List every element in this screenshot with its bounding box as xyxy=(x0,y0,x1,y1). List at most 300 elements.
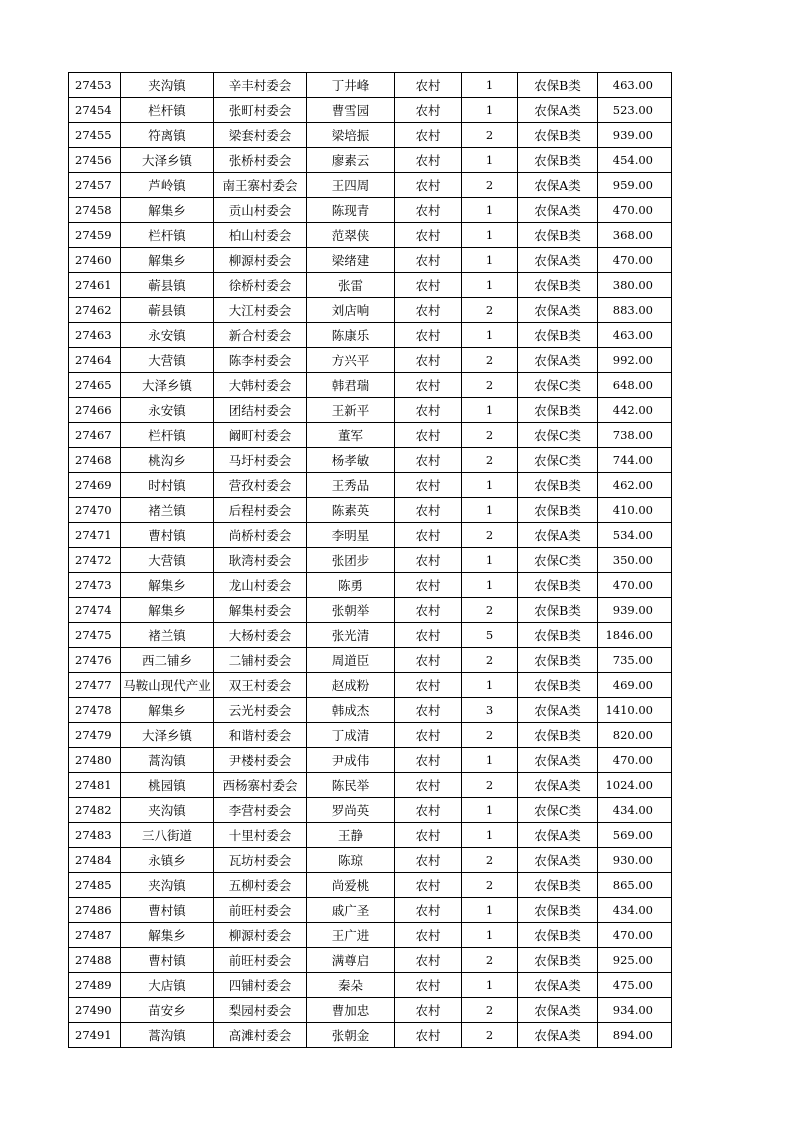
cell-insurance-category: 农保B类 xyxy=(518,573,598,598)
cell-village-committee: 解集村委会 xyxy=(214,598,307,623)
cell-household-type: 农村 xyxy=(395,873,462,898)
cell-township: 蒿沟镇 xyxy=(121,1023,214,1048)
cell-record-id: 27469 xyxy=(69,473,121,498)
cell-township: 夹沟镇 xyxy=(121,873,214,898)
cell-insurance-category: 农保A类 xyxy=(518,523,598,548)
cell-amount: 470.00 xyxy=(598,573,672,598)
cell-amount: 462.00 xyxy=(598,473,672,498)
cell-insurance-category: 农保B类 xyxy=(518,673,598,698)
cell-village-committee: 后程村委会 xyxy=(214,498,307,523)
cell-household-type: 农村 xyxy=(395,223,462,248)
cell-insurance-category: 农保B类 xyxy=(518,948,598,973)
cell-member-count: 2 xyxy=(462,173,518,198)
cell-person-name: 王秀品 xyxy=(307,473,395,498)
table-row xyxy=(69,448,672,473)
cell-village-committee: 前旺村委会 xyxy=(214,948,307,973)
cell-village-committee: 柳源村委会 xyxy=(214,248,307,273)
table-row xyxy=(69,548,672,573)
cell-household-type: 农村 xyxy=(395,723,462,748)
cell-member-count: 1 xyxy=(462,898,518,923)
cell-insurance-category: 农保A类 xyxy=(518,198,598,223)
cell-amount: 368.00 xyxy=(598,223,672,248)
cell-township: 大营镇 xyxy=(121,348,214,373)
cell-township: 曹村镇 xyxy=(121,948,214,973)
cell-record-id: 27488 xyxy=(69,948,121,973)
cell-amount: 410.00 xyxy=(598,498,672,523)
cell-record-id: 27476 xyxy=(69,648,121,673)
cell-village-committee: 大江村委会 xyxy=(214,298,307,323)
cell-person-name: 廖素云 xyxy=(307,148,395,173)
cell-record-id: 27472 xyxy=(69,548,121,573)
cell-amount: 744.00 xyxy=(598,448,672,473)
cell-amount: 470.00 xyxy=(598,748,672,773)
cell-insurance-category: 农保B类 xyxy=(518,598,598,623)
cell-township: 解集乡 xyxy=(121,198,214,223)
cell-household-type: 农村 xyxy=(395,423,462,448)
cell-member-count: 2 xyxy=(462,373,518,398)
cell-village-committee: 尚桥村委会 xyxy=(214,523,307,548)
cell-insurance-category: 农保C类 xyxy=(518,423,598,448)
cell-household-type: 农村 xyxy=(395,673,462,698)
cell-insurance-category: 农保B类 xyxy=(518,623,598,648)
cell-person-name: 梁培振 xyxy=(307,123,395,148)
cell-township: 大店镇 xyxy=(121,973,214,998)
cell-household-type: 农村 xyxy=(395,1023,462,1048)
cell-township: 蒿沟镇 xyxy=(121,748,214,773)
table-row xyxy=(69,523,672,548)
cell-person-name: 秦朵 xyxy=(307,973,395,998)
table-row xyxy=(69,423,672,448)
cell-person-name: 方兴平 xyxy=(307,348,395,373)
cell-member-count: 1 xyxy=(462,923,518,948)
cell-insurance-category: 农保B类 xyxy=(518,123,598,148)
cell-member-count: 1 xyxy=(462,973,518,998)
table-row xyxy=(69,598,672,623)
cell-household-type: 农村 xyxy=(395,973,462,998)
table-row xyxy=(69,473,672,498)
table-row xyxy=(69,173,672,198)
cell-record-id: 27466 xyxy=(69,398,121,423)
cell-township: 永镇乡 xyxy=(121,848,214,873)
table-row xyxy=(69,248,672,273)
table-row xyxy=(69,973,672,998)
cell-household-type: 农村 xyxy=(395,323,462,348)
cell-member-count: 2 xyxy=(462,723,518,748)
cell-village-committee: 五柳村委会 xyxy=(214,873,307,898)
cell-record-id: 27485 xyxy=(69,873,121,898)
cell-member-count: 2 xyxy=(462,423,518,448)
cell-person-name: 赵成粉 xyxy=(307,673,395,698)
cell-amount: 934.00 xyxy=(598,998,672,1023)
cell-household-type: 农村 xyxy=(395,248,462,273)
cell-village-committee: 李营村委会 xyxy=(214,798,307,823)
cell-record-id: 27490 xyxy=(69,998,121,1023)
cell-amount: 475.00 xyxy=(598,973,672,998)
cell-household-type: 农村 xyxy=(395,773,462,798)
cell-amount: 463.00 xyxy=(598,323,672,348)
cell-member-count: 2 xyxy=(462,873,518,898)
cell-amount: 469.00 xyxy=(598,673,672,698)
table-row xyxy=(69,898,672,923)
cell-village-committee: 大韩村委会 xyxy=(214,373,307,398)
cell-village-committee: 龙山村委会 xyxy=(214,573,307,598)
cell-amount: 894.00 xyxy=(598,1023,672,1048)
cell-person-name: 曹雪园 xyxy=(307,98,395,123)
cell-insurance-category: 农保A类 xyxy=(518,98,598,123)
cell-person-name: 王四周 xyxy=(307,173,395,198)
cell-township: 解集乡 xyxy=(121,698,214,723)
cell-record-id: 27483 xyxy=(69,823,121,848)
cell-household-type: 农村 xyxy=(395,298,462,323)
cell-person-name: 丁井峰 xyxy=(307,73,395,98)
cell-township: 栏杆镇 xyxy=(121,98,214,123)
cell-amount: 569.00 xyxy=(598,823,672,848)
cell-township: 褚兰镇 xyxy=(121,498,214,523)
cell-amount: 939.00 xyxy=(598,123,672,148)
cell-insurance-category: 农保A类 xyxy=(518,748,598,773)
table-row xyxy=(69,923,672,948)
cell-member-count: 2 xyxy=(462,348,518,373)
table-row xyxy=(69,798,672,823)
cell-member-count: 1 xyxy=(462,148,518,173)
cell-person-name: 梁绪建 xyxy=(307,248,395,273)
cell-member-count: 1 xyxy=(462,198,518,223)
cell-village-committee: 西杨寨村委会 xyxy=(214,773,307,798)
cell-village-committee: 梁套村委会 xyxy=(214,123,307,148)
cell-member-count: 1 xyxy=(462,573,518,598)
cell-township: 栏杆镇 xyxy=(121,223,214,248)
table-row xyxy=(69,773,672,798)
cell-person-name: 尹成伟 xyxy=(307,748,395,773)
table-row xyxy=(69,198,672,223)
cell-amount: 1024.00 xyxy=(598,773,672,798)
cell-township: 大营镇 xyxy=(121,548,214,573)
cell-record-id: 27477 xyxy=(69,673,121,698)
table-row xyxy=(69,998,672,1023)
cell-village-committee: 徐桥村委会 xyxy=(214,273,307,298)
cell-record-id: 27467 xyxy=(69,423,121,448)
cell-township: 西二铺乡 xyxy=(121,648,214,673)
cell-amount: 523.00 xyxy=(598,98,672,123)
cell-insurance-category: 农保A类 xyxy=(518,773,598,798)
cell-township: 曹村镇 xyxy=(121,523,214,548)
cell-amount: 434.00 xyxy=(598,798,672,823)
cell-amount: 865.00 xyxy=(598,873,672,898)
cell-township: 蕲县镇 xyxy=(121,298,214,323)
table-row xyxy=(69,373,672,398)
cell-insurance-category: 农保A类 xyxy=(518,698,598,723)
cell-person-name: 韩成杰 xyxy=(307,698,395,723)
cell-household-type: 农村 xyxy=(395,598,462,623)
cell-township: 芦岭镇 xyxy=(121,173,214,198)
cell-township: 解集乡 xyxy=(121,248,214,273)
cell-insurance-category: 农保B类 xyxy=(518,498,598,523)
cell-insurance-category: 农保B类 xyxy=(518,923,598,948)
cell-person-name: 张朝举 xyxy=(307,598,395,623)
cell-person-name: 曹加忠 xyxy=(307,998,395,1023)
cell-record-id: 27462 xyxy=(69,298,121,323)
cell-record-id: 27474 xyxy=(69,598,121,623)
cell-record-id: 27457 xyxy=(69,173,121,198)
cell-insurance-category: 农保A类 xyxy=(518,348,598,373)
cell-household-type: 农村 xyxy=(395,123,462,148)
cell-person-name: 王广进 xyxy=(307,923,395,948)
cell-household-type: 农村 xyxy=(395,573,462,598)
cell-amount: 442.00 xyxy=(598,398,672,423)
cell-record-id: 27465 xyxy=(69,373,121,398)
cell-household-type: 农村 xyxy=(395,73,462,98)
cell-household-type: 农村 xyxy=(395,498,462,523)
cell-village-committee: 双王村委会 xyxy=(214,673,307,698)
cell-insurance-category: 农保C类 xyxy=(518,548,598,573)
cell-village-committee: 高滩村委会 xyxy=(214,1023,307,1048)
cell-household-type: 农村 xyxy=(395,648,462,673)
table-row xyxy=(69,273,672,298)
cell-village-committee: 云光村委会 xyxy=(214,698,307,723)
cell-insurance-category: 农保B类 xyxy=(518,323,598,348)
cell-village-committee: 马圩村委会 xyxy=(214,448,307,473)
cell-village-committee: 大杨村委会 xyxy=(214,623,307,648)
cell-village-committee: 阚町村委会 xyxy=(214,423,307,448)
cell-amount: 470.00 xyxy=(598,248,672,273)
cell-village-committee: 耿湾村委会 xyxy=(214,548,307,573)
table-row xyxy=(69,498,672,523)
cell-village-committee: 二铺村委会 xyxy=(214,648,307,673)
table-row xyxy=(69,648,672,673)
cell-person-name: 王新平 xyxy=(307,398,395,423)
cell-person-name: 杨孝敏 xyxy=(307,448,395,473)
cell-person-name: 丁成清 xyxy=(307,723,395,748)
cell-insurance-category: 农保B类 xyxy=(518,723,598,748)
cell-township: 夹沟镇 xyxy=(121,73,214,98)
table-row xyxy=(69,823,672,848)
cell-record-id: 27489 xyxy=(69,973,121,998)
table-row xyxy=(69,98,672,123)
cell-member-count: 2 xyxy=(462,648,518,673)
cell-insurance-category: 农保A类 xyxy=(518,998,598,1023)
cell-household-type: 农村 xyxy=(395,448,462,473)
cell-record-id: 27464 xyxy=(69,348,121,373)
cell-village-committee: 柳源村委会 xyxy=(214,923,307,948)
table-row xyxy=(69,848,672,873)
cell-person-name: 陈素英 xyxy=(307,498,395,523)
cell-township: 解集乡 xyxy=(121,573,214,598)
cell-person-name: 陈琼 xyxy=(307,848,395,873)
cell-insurance-category: 农保B类 xyxy=(518,398,598,423)
cell-township: 符离镇 xyxy=(121,123,214,148)
cell-household-type: 农村 xyxy=(395,148,462,173)
cell-amount: 820.00 xyxy=(598,723,672,748)
cell-township: 褚兰镇 xyxy=(121,623,214,648)
cell-insurance-category: 农保C类 xyxy=(518,373,598,398)
table-row xyxy=(69,73,672,98)
table-row xyxy=(69,748,672,773)
table-body xyxy=(69,73,672,1048)
cell-person-name: 尚爱桃 xyxy=(307,873,395,898)
cell-member-count: 1 xyxy=(462,248,518,273)
cell-member-count: 1 xyxy=(462,98,518,123)
cell-village-committee: 柏山村委会 xyxy=(214,223,307,248)
cell-amount: 380.00 xyxy=(598,273,672,298)
cell-township: 永安镇 xyxy=(121,323,214,348)
cell-amount: 959.00 xyxy=(598,173,672,198)
cell-member-count: 1 xyxy=(462,673,518,698)
cell-village-committee: 梨园村委会 xyxy=(214,998,307,1023)
cell-insurance-category: 农保A类 xyxy=(518,1023,598,1048)
cell-village-committee: 新合村委会 xyxy=(214,323,307,348)
cell-member-count: 1 xyxy=(462,223,518,248)
cell-member-count: 2 xyxy=(462,298,518,323)
cell-member-count: 1 xyxy=(462,548,518,573)
cell-township: 蕲县镇 xyxy=(121,273,214,298)
cell-person-name: 戚广圣 xyxy=(307,898,395,923)
cell-village-committee: 四铺村委会 xyxy=(214,973,307,998)
cell-insurance-category: 农保B类 xyxy=(518,873,598,898)
table-row xyxy=(69,698,672,723)
cell-insurance-category: 农保B类 xyxy=(518,648,598,673)
cell-household-type: 农村 xyxy=(395,748,462,773)
cell-village-committee: 十里村委会 xyxy=(214,823,307,848)
cell-member-count: 2 xyxy=(462,523,518,548)
table-row xyxy=(69,873,672,898)
cell-insurance-category: 农保A类 xyxy=(518,173,598,198)
cell-village-committee: 贡山村委会 xyxy=(214,198,307,223)
cell-person-name: 满尊启 xyxy=(307,948,395,973)
cell-household-type: 农村 xyxy=(395,998,462,1023)
cell-village-committee: 南王寨村委会 xyxy=(214,173,307,198)
cell-person-name: 张朝金 xyxy=(307,1023,395,1048)
cell-insurance-category: 农保A类 xyxy=(518,248,598,273)
cell-township: 苗安乡 xyxy=(121,998,214,1023)
cell-township: 曹村镇 xyxy=(121,898,214,923)
cell-household-type: 农村 xyxy=(395,798,462,823)
cell-member-count: 1 xyxy=(462,398,518,423)
cell-record-id: 27482 xyxy=(69,798,121,823)
cell-record-id: 27455 xyxy=(69,123,121,148)
cell-amount: 883.00 xyxy=(598,298,672,323)
cell-member-count: 2 xyxy=(462,448,518,473)
cell-record-id: 27484 xyxy=(69,848,121,873)
cell-member-count: 1 xyxy=(462,798,518,823)
cell-person-name: 董军 xyxy=(307,423,395,448)
cell-record-id: 27480 xyxy=(69,748,121,773)
cell-amount: 470.00 xyxy=(598,923,672,948)
cell-person-name: 张光清 xyxy=(307,623,395,648)
cell-member-count: 3 xyxy=(462,698,518,723)
cell-record-id: 27475 xyxy=(69,623,121,648)
cell-record-id: 27486 xyxy=(69,898,121,923)
cell-village-committee: 张桥村委会 xyxy=(214,148,307,173)
cell-record-id: 27473 xyxy=(69,573,121,598)
cell-record-id: 27458 xyxy=(69,198,121,223)
cell-amount: 434.00 xyxy=(598,898,672,923)
table-row xyxy=(69,223,672,248)
cell-member-count: 1 xyxy=(462,498,518,523)
cell-amount: 735.00 xyxy=(598,648,672,673)
cell-member-count: 1 xyxy=(462,273,518,298)
cell-village-committee: 陈李村委会 xyxy=(214,348,307,373)
cell-member-count: 1 xyxy=(462,473,518,498)
cell-record-id: 27491 xyxy=(69,1023,121,1048)
cell-township: 夹沟镇 xyxy=(121,798,214,823)
cell-village-committee: 瓦坊村委会 xyxy=(214,848,307,873)
cell-insurance-category: 农保B类 xyxy=(518,473,598,498)
cell-person-name: 陈民举 xyxy=(307,773,395,798)
cell-amount: 454.00 xyxy=(598,148,672,173)
cell-member-count: 1 xyxy=(462,73,518,98)
cell-member-count: 2 xyxy=(462,123,518,148)
cell-township: 马鞍山现代产业 xyxy=(121,673,214,698)
cell-record-id: 27454 xyxy=(69,98,121,123)
cell-record-id: 27479 xyxy=(69,723,121,748)
cell-person-name: 范翠侠 xyxy=(307,223,395,248)
cell-household-type: 农村 xyxy=(395,523,462,548)
cell-amount: 350.00 xyxy=(598,548,672,573)
cell-member-count: 2 xyxy=(462,948,518,973)
cell-member-count: 2 xyxy=(462,998,518,1023)
cell-household-type: 农村 xyxy=(395,623,462,648)
cell-insurance-category: 农保A类 xyxy=(518,973,598,998)
cell-person-name: 张雷 xyxy=(307,273,395,298)
cell-person-name: 罗尚英 xyxy=(307,798,395,823)
cell-record-id: 27453 xyxy=(69,73,121,98)
cell-member-count: 2 xyxy=(462,1023,518,1048)
household-table xyxy=(68,72,672,1048)
cell-township: 永安镇 xyxy=(121,398,214,423)
cell-insurance-category: 农保B类 xyxy=(518,898,598,923)
cell-township: 大泽乡镇 xyxy=(121,723,214,748)
cell-person-name: 周道臣 xyxy=(307,648,395,673)
cell-member-count: 2 xyxy=(462,848,518,873)
cell-record-id: 27463 xyxy=(69,323,121,348)
cell-insurance-category: 农保B类 xyxy=(518,223,598,248)
cell-household-type: 农村 xyxy=(395,373,462,398)
table-row xyxy=(69,1023,672,1048)
cell-amount: 939.00 xyxy=(598,598,672,623)
cell-record-id: 27487 xyxy=(69,923,121,948)
table-row xyxy=(69,398,672,423)
table-row xyxy=(69,348,672,373)
cell-amount: 925.00 xyxy=(598,948,672,973)
cell-person-name: 王静 xyxy=(307,823,395,848)
cell-insurance-category: 农保B类 xyxy=(518,73,598,98)
cell-insurance-category: 农保B类 xyxy=(518,273,598,298)
cell-household-type: 农村 xyxy=(395,698,462,723)
cell-village-committee: 张町村委会 xyxy=(214,98,307,123)
cell-township: 大泽乡镇 xyxy=(121,148,214,173)
cell-insurance-category: 农保A类 xyxy=(518,298,598,323)
cell-person-name: 韩君瑞 xyxy=(307,373,395,398)
cell-insurance-category: 农保A类 xyxy=(518,848,598,873)
cell-amount: 738.00 xyxy=(598,423,672,448)
cell-township: 桃沟乡 xyxy=(121,448,214,473)
cell-amount: 470.00 xyxy=(598,198,672,223)
cell-household-type: 农村 xyxy=(395,273,462,298)
cell-person-name: 刘店响 xyxy=(307,298,395,323)
cell-record-id: 27471 xyxy=(69,523,121,548)
cell-person-name: 陈现青 xyxy=(307,198,395,223)
table-row xyxy=(69,673,672,698)
cell-record-id: 27459 xyxy=(69,223,121,248)
cell-member-count: 5 xyxy=(462,623,518,648)
cell-person-name: 张团步 xyxy=(307,548,395,573)
cell-amount: 1410.00 xyxy=(598,698,672,723)
cell-member-count: 1 xyxy=(462,323,518,348)
cell-village-committee: 辛丰村委会 xyxy=(214,73,307,98)
cell-village-committee: 团结村委会 xyxy=(214,398,307,423)
cell-person-name: 陈康乐 xyxy=(307,323,395,348)
cell-person-name: 李明星 xyxy=(307,523,395,548)
